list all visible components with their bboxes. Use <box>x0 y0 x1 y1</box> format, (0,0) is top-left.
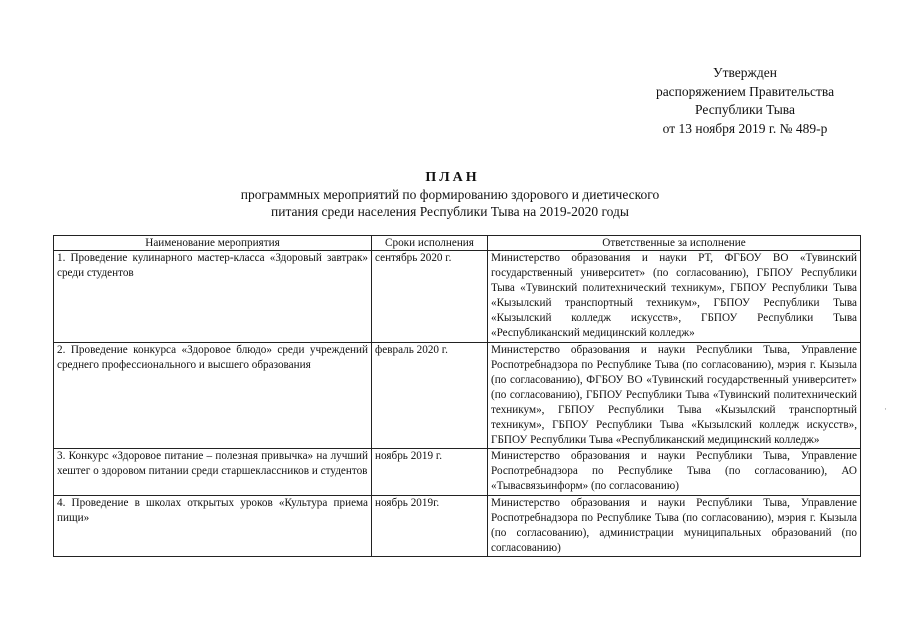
event-name-cell: 4. Проведение в школах открытых уроков «Культура приема пищи» <box>54 495 372 556</box>
header-responsible: Ответственные за исполнение <box>488 236 861 251</box>
header-deadline: Сроки исполнения <box>372 236 488 251</box>
responsible-cell: Министерство образования и науки Республики Тыва, Управление Роспотребнадзора по Республике Тыва (по согласованию), АО «Тывасвязьинформ» (по согласованию) <box>488 449 861 495</box>
table-header-row <box>54 236 861 251</box>
scan-edge-mark: · <box>884 404 887 414</box>
approval-line-2: распоряжением Правительства <box>655 83 835 99</box>
responsible-cell: Министерство образования и науки РТ, ФГБОУ ВО «Тувинский государственный университет» (по согласованию), ГБПОУ Республики Тыва «Тувинский политехнический техникум», ГБПОУ Республики Тыва «Кызылский транспортный техникум», ГБПОУ Республики Тыва «Кызылский колледж искусств», ГБПОУ Республики Тыва «Республиканский медицинский колледж» <box>488 251 861 343</box>
deadline-cell: ноябрь 2019 г. <box>372 449 488 495</box>
deadline-cell: февраль 2020 г. <box>372 342 488 449</box>
responsible-cell: Министерство образования и науки Республики Тыва, Управление Роспотребнадзора по Республике Тыва (по согласованию), мэрия г. Кызыла (по согласованию), ФГБОУ ВО «Тувинский государственный университет» (по согласованию), ГБПОУ Республики Тыва «Тувинский политехнический техникум», ГБПОУ Республики Тыва «Кызылский транспортный техникум», ГБПОУ Республики Тыва «Кызылский колледж искусств», ГБПОУ Республики Тыва «Республиканский медицинский колледж» <box>488 342 861 449</box>
responsible-cell: Министерство образования и науки Республики Тыва, Управление Роспотребнадзора по Республике Тыва (по согласованию), мэрия г. Кызыла (по согласованию), администрации муниципальных образований (по согласованию) <box>488 495 861 556</box>
deadline-cell: сентябрь 2020 г. <box>372 251 488 343</box>
header-event-name: Наименование мероприятия <box>54 236 372 251</box>
approval-line-3: Республики Тыва <box>695 102 795 117</box>
event-name-cell: 1. Проведение кулинарного мастер-класса «Здоровый завтрак» среди студентов <box>54 251 372 343</box>
document-subtitle <box>200 186 700 220</box>
approval-line-4: от 13 ноября 2019 г. № 489-р <box>662 120 828 136</box>
document-title: ПЛАН <box>425 170 480 185</box>
subtitle-line-2: питания среди населения Республики Тыва на 2019-2020 годы <box>271 204 629 219</box>
table-row <box>54 251 861 343</box>
table-row <box>54 495 861 556</box>
event-name-cell: 3. Конкурс «Здоровое питание – полезная привычка» на лучший хештег о здоровом питании среди старшеклассников и студентов <box>54 449 372 495</box>
approval-line-1: Утвержден <box>713 65 777 80</box>
event-name-cell: 2. Проведение конкурса «Здоровое блюдо» среди учреждений среднего профессионального и высшего образования <box>54 342 372 449</box>
approval-block <box>640 64 850 138</box>
deadline-cell: ноябрь 2019г. <box>372 495 488 556</box>
table-row <box>54 449 861 495</box>
subtitle-line-1: программных мероприятий по формированию здорового и диетического <box>240 187 660 202</box>
table-row <box>54 342 861 449</box>
plan-table <box>53 235 861 557</box>
